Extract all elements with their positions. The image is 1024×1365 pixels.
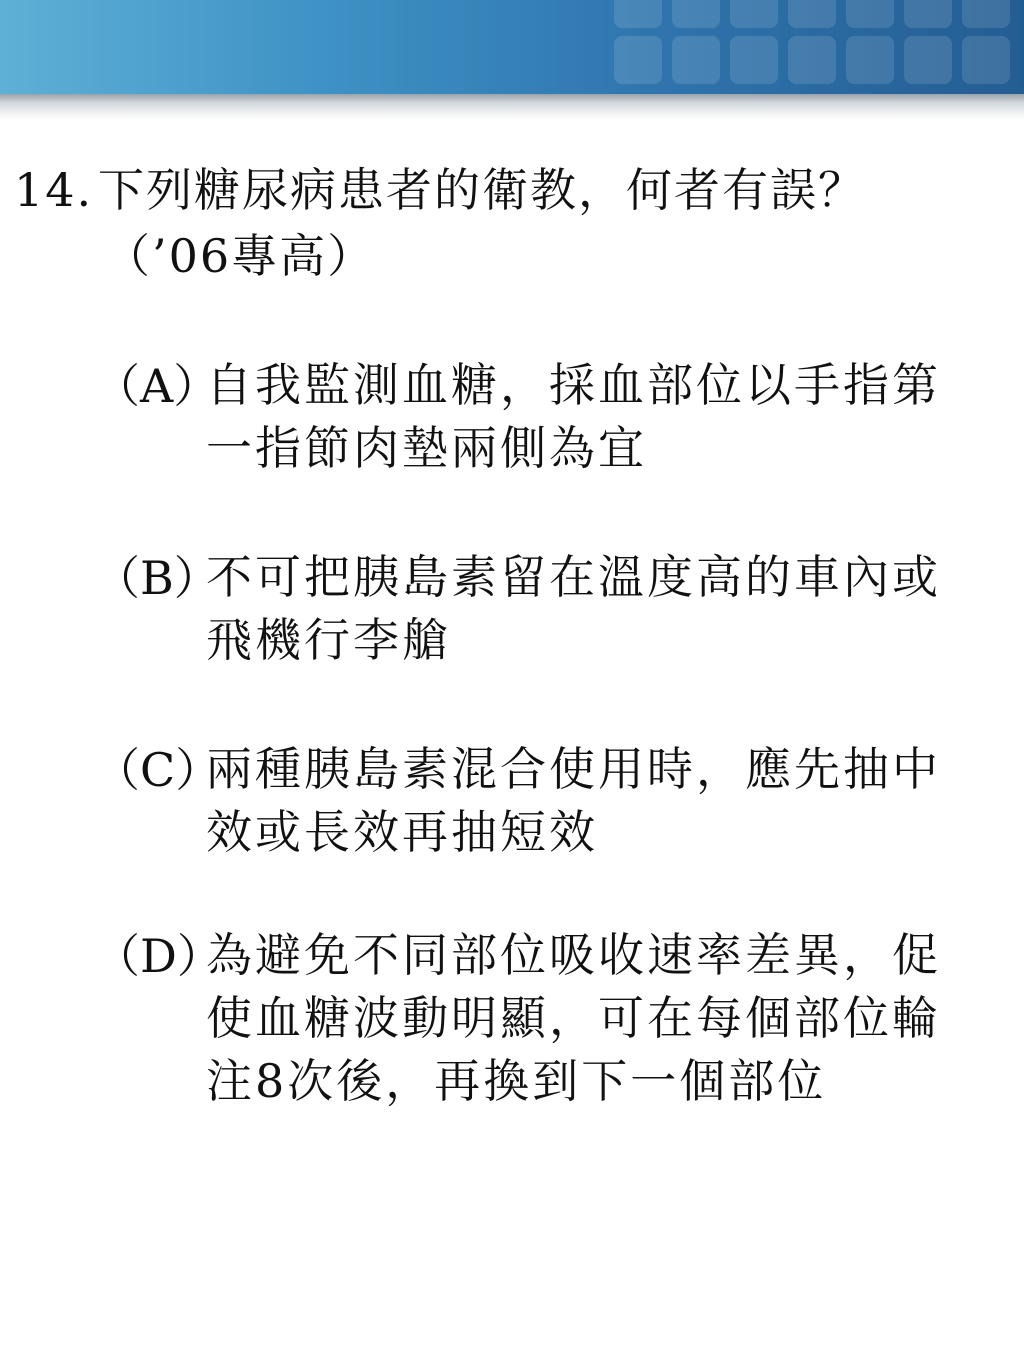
option-d-line-1: 為避免不同部位吸收速率差異，促 (206, 928, 941, 982)
option-d-text (206, 924, 1006, 1113)
option-b-line-2: 飛機行李艙 (206, 613, 451, 667)
option-b-label: （B） (94, 551, 220, 605)
question-source: （’06專高） (104, 229, 376, 283)
option-c-text (206, 738, 1006, 864)
option-d-line-2: 使血糖波動明顯，可在每個部位輪 (206, 991, 941, 1045)
option-d-line-3: 注8次後，再換到下一個部位 (206, 1054, 827, 1108)
question-number: 14. (14, 163, 94, 217)
option-a-label: （A） (94, 359, 220, 413)
option-a-line-1: 自我監測血糖，採血部位以手指第 (206, 358, 941, 412)
option-b-line-1: 不可把胰島素留在溫度高的車內或 (206, 550, 941, 604)
option-d-label: （D） (94, 929, 223, 983)
question-text: 下列糖尿病患者的衛教，何者有誤？ (98, 163, 866, 217)
option-c-line-2: 效或長效再抽短效 (206, 805, 598, 859)
option-c-line-1: 兩種胰島素混合使用時，應先抽中 (206, 742, 941, 796)
option-a-line-2: 一指節肉墊兩側為宜 (206, 421, 647, 475)
option-b-text (206, 546, 1006, 672)
option-a-text (206, 354, 1006, 480)
option-c-label: （C） (94, 743, 222, 797)
